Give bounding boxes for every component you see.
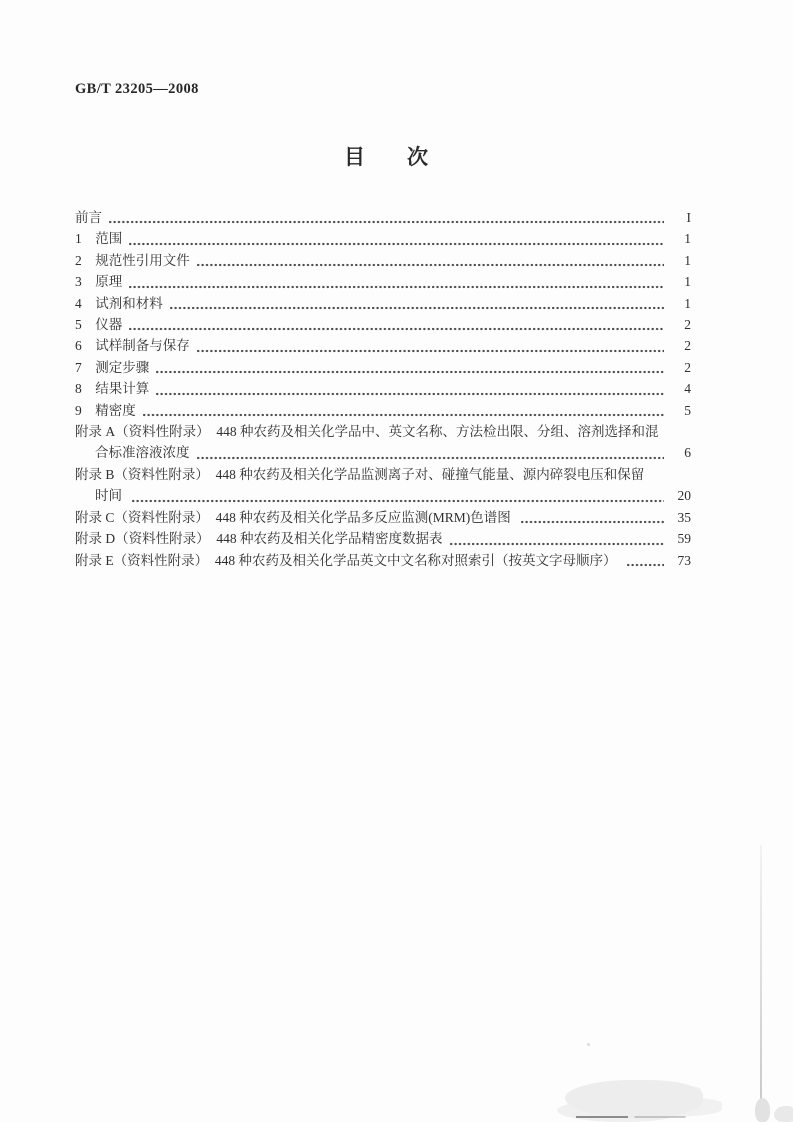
- toc-entry-row: [75, 314, 691, 335]
- toc-entry-page-number: 1: [684, 295, 691, 311]
- toc-entry-page-number: 1: [684, 274, 691, 290]
- toc-entry-page-number: I: [686, 210, 691, 225]
- toc-entry-row: [75, 400, 691, 421]
- document-header: [75, 80, 199, 98]
- dot-leader: [197, 456, 665, 460]
- toc-entry-title: 8 结果计算: [75, 381, 150, 397]
- toc-entry-row: [75, 485, 691, 506]
- toc-entry-title: 2 规范性引用文件: [75, 252, 190, 268]
- dot-leader: [132, 499, 664, 503]
- toc-entry-page-number: 2: [684, 317, 691, 333]
- toc-entry-page-number: 6: [684, 445, 691, 461]
- toc-entry-row: [75, 293, 691, 314]
- toc-entry-title: 7 测定步骤: [75, 359, 150, 375]
- toc-entry-row: [75, 421, 691, 442]
- toc-entry-row: [75, 357, 691, 378]
- dot-leader: [129, 242, 664, 246]
- toc-entry-page-number: 2: [684, 338, 691, 354]
- toc-entry-row: [75, 207, 691, 228]
- toc-page-title: 目 次: [344, 145, 428, 169]
- toc-entry-title: 附录 C（资料性附录） 448 种农药及相关化学品多反应监测(MRM)色谱图: [75, 509, 515, 525]
- toc-entry-title: 6 试样制备与保存: [75, 338, 190, 354]
- toc-entry-row: [75, 464, 691, 485]
- toc-entry-page-number: 20: [677, 488, 691, 504]
- toc-entry-title: 附录 E（资料性附录） 448 种农药及相关化学品英文中文名称对照索引（按英文字母顺序）: [75, 552, 620, 568]
- toc-entry-page-number: 1: [684, 231, 691, 247]
- toc-entry-title: 前言: [75, 210, 102, 225]
- toc-entry-title: 附录 D（资料性附录） 448 种农药及相关化学品精密度数据表: [75, 531, 443, 547]
- toc-entry-row: [75, 271, 691, 292]
- toc-entry-row: [75, 335, 691, 356]
- toc-entry-row: [75, 528, 691, 549]
- dot-leader: [156, 370, 664, 374]
- scan-artifact-corner-blob: [774, 1106, 793, 1122]
- dot-leader: [109, 220, 664, 224]
- dot-leader: [170, 306, 664, 310]
- toc-entry-page-number: 1: [684, 252, 691, 268]
- dot-leader: [627, 563, 664, 567]
- toc-entry-title: 1 范围: [75, 231, 123, 247]
- toc-entry-title: 附录 A（资料性附录） 448 种农药及相关化学品中、英文名称、方法检出限、分组、溶剂选择和混: [75, 424, 659, 440]
- toc-entry-page-number: 2: [684, 359, 691, 375]
- scan-artifact-speck: [587, 1043, 590, 1046]
- dot-leader: [197, 349, 664, 353]
- toc-entry-title: 时间: [95, 488, 126, 504]
- toc-entry-row: [75, 228, 691, 249]
- toc-entry-page-number: 5: [684, 402, 691, 418]
- toc-entry-row: [75, 550, 691, 571]
- dot-leader: [197, 263, 664, 267]
- toc-entry-title: 附录 B（资料性附录） 448 种农药及相关化学品监测离子对、碰撞气能量、源内碎裂电压和保留: [75, 466, 645, 482]
- dot-leader: [143, 413, 664, 417]
- toc-entry-row: [75, 378, 691, 399]
- scan-artifact-edge-line: [760, 845, 762, 1122]
- dot-leader: [521, 520, 664, 524]
- toc-entry-row: [75, 442, 691, 463]
- scan-artifact-dark-line: [576, 1116, 628, 1118]
- scan-artifact-edge-blob: [755, 1098, 770, 1122]
- toc-entry-row: [75, 507, 691, 528]
- toc-entry-title: 合标准溶液浓度: [95, 445, 190, 461]
- toc-entry-title: 5 仪器: [75, 317, 123, 333]
- toc-entry-page-number: 59: [677, 531, 691, 547]
- toc-entry-title: 4 试剂和材料: [75, 295, 163, 311]
- toc-entry-page-number: 4: [684, 381, 691, 397]
- toc-entry-page-number: 73: [677, 552, 691, 568]
- standard-code: GB/T 23205—2008: [75, 81, 199, 97]
- scan-artifact-smudge: [565, 1080, 703, 1118]
- dot-leader: [129, 327, 664, 331]
- toc-entry-title: 9 精密度: [75, 402, 136, 418]
- dot-leader: [450, 542, 665, 546]
- toc-entry-page-number: 35: [677, 509, 691, 525]
- toc-entry-row: [75, 250, 691, 271]
- toc-entry-title: 3 原理: [75, 274, 123, 290]
- toc-list: [75, 207, 691, 571]
- dot-leader: [156, 392, 664, 396]
- dot-leader: [129, 285, 664, 289]
